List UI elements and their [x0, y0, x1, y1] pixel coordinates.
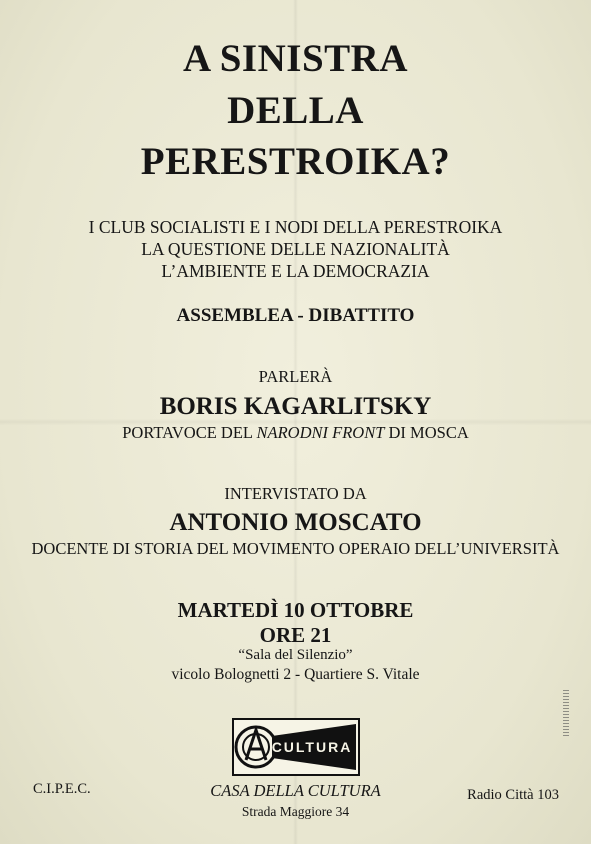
logo-text: CULTURA [271, 739, 353, 755]
footer-center-name: CASA DELLA CULTURA [210, 781, 381, 800]
speaker-name: BORIS KAGARLITSKY [159, 393, 432, 420]
event-type: ASSEMBLEA - DIBATTITO [176, 305, 415, 326]
title-line-3: PERESTROIKA? [140, 140, 451, 183]
title-line-1: A SINISTRA [182, 37, 408, 80]
footer-right-org: Radio Città 103 [467, 787, 559, 803]
event-time: ORE 21 [259, 623, 332, 647]
venue: “Sala del Silenzio” [238, 647, 353, 663]
casa-della-cultura-logo [232, 718, 360, 776]
title-line-2: DELLA [227, 89, 364, 132]
interviewer-intro: INTERVISTATO DA [224, 484, 367, 503]
speaker-intro: PARLERÀ [258, 367, 333, 386]
speaker-role-org: NARODNI FRONT [256, 423, 385, 442]
footer-center-address: Strada Maggiore 34 [241, 804, 350, 819]
speaker-role-suffix: DI MOSCA [384, 423, 469, 442]
event-date: MARTEDÌ 10 OTTOBRE [177, 598, 414, 622]
interviewer-name: ANTONIO MOSCATO [169, 509, 422, 536]
topic-2: LA QUESTIONE DELLE NAZIONALITÀ [141, 239, 450, 259]
speaker-role [0, 423, 591, 443]
topic-3: L’AMBIENTE E LA DEMOCRAZIA [161, 261, 430, 281]
footer-left-org: C.I.P.E.C. [33, 781, 91, 797]
address: vicolo Bolognetti 2 - Quartiere S. Vitale [171, 666, 420, 683]
interviewer-role: DOCENTE DI STORIA DEL MOVIMENTO OPERAIO DELL’UNIVERSITÀ [31, 539, 560, 558]
printer-credit-mark [563, 690, 569, 738]
topic-1: I CLUB SOCIALISTI E I NODI DELLA PERESTROIKA [88, 217, 503, 237]
speaker-role-prefix: PORTAVOCE DEL [122, 423, 257, 442]
